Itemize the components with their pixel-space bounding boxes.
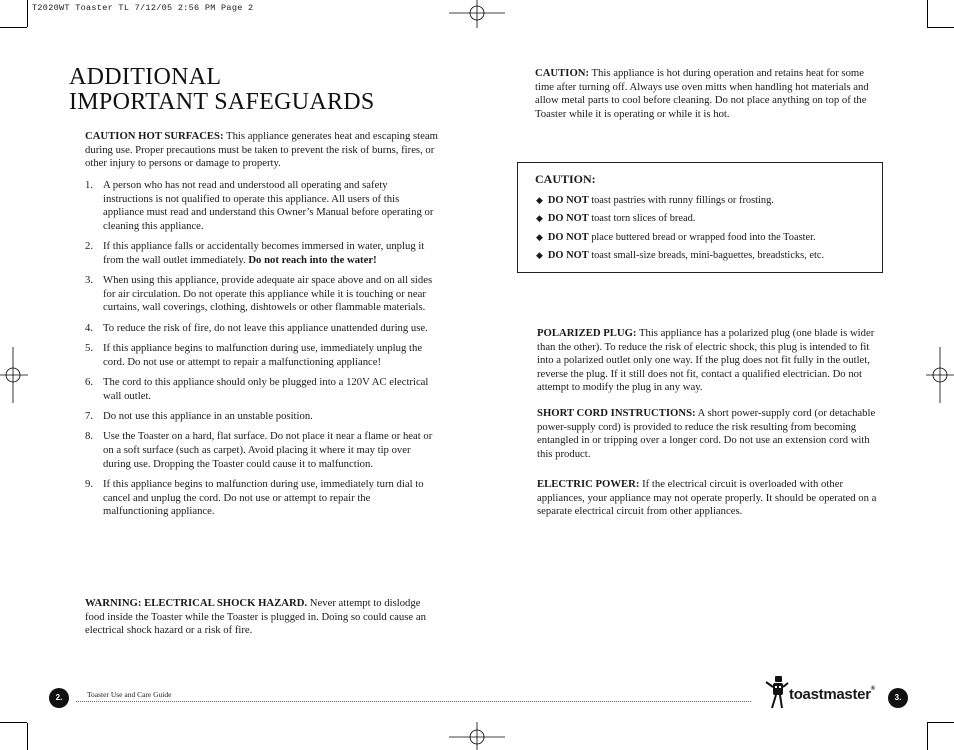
safeguards-list bbox=[85, 179, 437, 526]
diamond-bullet-icon: ◆ bbox=[536, 196, 543, 206]
title-line-2: IMPORTANT SAFEGUARDS bbox=[69, 89, 375, 115]
electrical-shock-warning bbox=[85, 597, 437, 638]
crop-mark bbox=[0, 722, 27, 723]
toastmaster-mascot-icon bbox=[764, 675, 790, 711]
diamond-bullet-icon: ◆ bbox=[536, 233, 543, 243]
diamond-bullet-icon: ◆ bbox=[536, 251, 543, 261]
crop-mark bbox=[927, 0, 928, 27]
registration-mark-icon bbox=[0, 347, 28, 403]
title-line-1: ADDITIONAL bbox=[69, 64, 222, 90]
page-number-right: 3. bbox=[888, 688, 908, 708]
crop-mark bbox=[27, 0, 28, 27]
short-cord-label: SHORT CORD INSTRUCTIONS: bbox=[537, 407, 696, 419]
list-item: 6. The cord to this appliance should only be plugged into a 120V AC electrical wall outlet. bbox=[85, 376, 429, 402]
caution-top-label: CAUTION: bbox=[535, 67, 590, 79]
short-cord-text: A short power-supply cord (or detachable power-supply cord) is provided to reduce the risk resulting from becoming entangled in or tripping over a longer cord. Do not use an extension cord with this product. bbox=[537, 407, 876, 460]
list-item: 8. Use the Toaster on a hard, flat surface. Do not place it near a flame or heat or on a soft surface (such as carpet). Avoid placing it where it may tip over during use. Dropping the Toaster could cause it to malfunction. bbox=[85, 430, 433, 470]
page-number-left: 2. bbox=[49, 688, 69, 708]
crop-mark bbox=[927, 723, 928, 750]
polarized-text: This appliance has a polarized plug (one blade is wider than the other). To reduce the risk of electric shock, this plug is intended to fit into a polarized outlet only one way. If the plug does not fit fully in the outlet, reverse the plug. If it still does not fit, contact a qualified electrician. Do not attempt to modify the plug in any way. bbox=[537, 327, 875, 394]
short-cord-section bbox=[537, 407, 885, 461]
crop-mark bbox=[927, 722, 954, 723]
list-item: 1. A person who has not read and understood all operating and safety instructions is not qualified to operate this appliance. All users of this appliance must read and understand this Owner’s Manual before operating or cleaning this appliance. bbox=[85, 179, 434, 232]
caution-item: ◆ DO NOT toast torn slices of bread. bbox=[536, 213, 696, 224]
caution-hot-surfaces bbox=[85, 130, 441, 171]
electric-power-section bbox=[537, 478, 877, 519]
caution-top-text: This appliance is hot during operation and retains heat for some time after turning off. Always use oven mitts when handling hot materials and allow metal parts to cool before cleaning. Do not place anything on top of the Toaster while it is operating or while it is hot. bbox=[535, 67, 869, 120]
caution-item: ◆ DO NOT toast pastries with runny fillings or frosting. bbox=[536, 195, 774, 206]
warning-label: WARNING: ELECTRICAL SHOCK HAZARD. bbox=[85, 597, 308, 609]
footer-guide-title: Toaster Use and Care Guide bbox=[87, 690, 172, 699]
print-slug: T2020WT Toaster TL 7/12/05 2:56 PM Page 2 bbox=[32, 3, 254, 13]
polarized-label: POLARIZED PLUG: bbox=[537, 327, 637, 339]
electric-power-text: If the electrical circuit is overloaded with other appliances, your appliance may not operate properly. It should be operated on a separate electrical circuit from other appliances. bbox=[537, 478, 877, 518]
crop-mark bbox=[0, 27, 27, 28]
caution-hot-note bbox=[535, 67, 885, 121]
caution-item: ◆ DO NOT toast small-size breads, mini-baguettes, breadsticks, etc. bbox=[536, 250, 825, 261]
registration-mark: ® bbox=[870, 686, 875, 692]
warning-text: Never attempt to dislodge food inside the Toaster while the Toaster is plugged in. Doing so could cause an electrical shock hazard or a risk of fire. bbox=[85, 597, 426, 637]
electric-power-label: ELECTRIC POWER: bbox=[537, 478, 640, 490]
page-title bbox=[69, 65, 375, 115]
caution-box-title: CAUTION: bbox=[535, 172, 596, 186]
registration-mark-icon bbox=[449, 0, 505, 28]
brand-name: toastmaster bbox=[789, 686, 871, 703]
registration-mark-icon bbox=[926, 347, 954, 403]
list-item: 2. If this appliance falls or accidentally becomes immersed in water, unplug it from the wall outlet immediately. Do not reach into the water! bbox=[85, 240, 425, 266]
caution-hot-label: CAUTION HOT SURFACES: bbox=[85, 130, 224, 142]
crop-mark bbox=[27, 723, 28, 750]
diamond-bullet-icon: ◆ bbox=[536, 214, 543, 224]
list-item: 9. If this appliance begins to malfunction during use, immediately turn dial to cancel and unplug the cord. Do not use or attempt to repair the malfunctioning appliance. bbox=[85, 478, 424, 518]
polarized-plug-section bbox=[537, 327, 885, 395]
list-item: 5. If this appliance begins to malfunction during use, immediately unplug the cord. Do not use or attempt to repair a malfunctioning appliance! bbox=[85, 342, 423, 368]
caution-item: ◆ DO NOT place buttered bread or wrapped food into the Toaster. bbox=[536, 232, 816, 243]
caution-box bbox=[517, 162, 883, 273]
crop-mark bbox=[927, 27, 954, 28]
caution-hot-text: This appliance generates heat and escaping steam during use. Proper precautions must be taken to prevent the risk of burns, fires, or other injury to persons or damage to property. bbox=[85, 130, 438, 170]
list-item: 3. When using this appliance, provide adequate air space above and on all sides for air circulation. Do not operate this appliance while it is touching or near curtains, wall coverings, clothing, dishtowels or other flammable materials. bbox=[85, 274, 433, 314]
registration-mark-icon bbox=[449, 722, 505, 750]
list-item: 7. Do not use this appliance in an unstable position. bbox=[85, 410, 313, 423]
footer-divider bbox=[76, 701, 751, 702]
list-item: 4. To reduce the risk of fire, do not leave this appliance unattended during use. bbox=[85, 321, 428, 334]
brand-logo bbox=[789, 686, 875, 703]
